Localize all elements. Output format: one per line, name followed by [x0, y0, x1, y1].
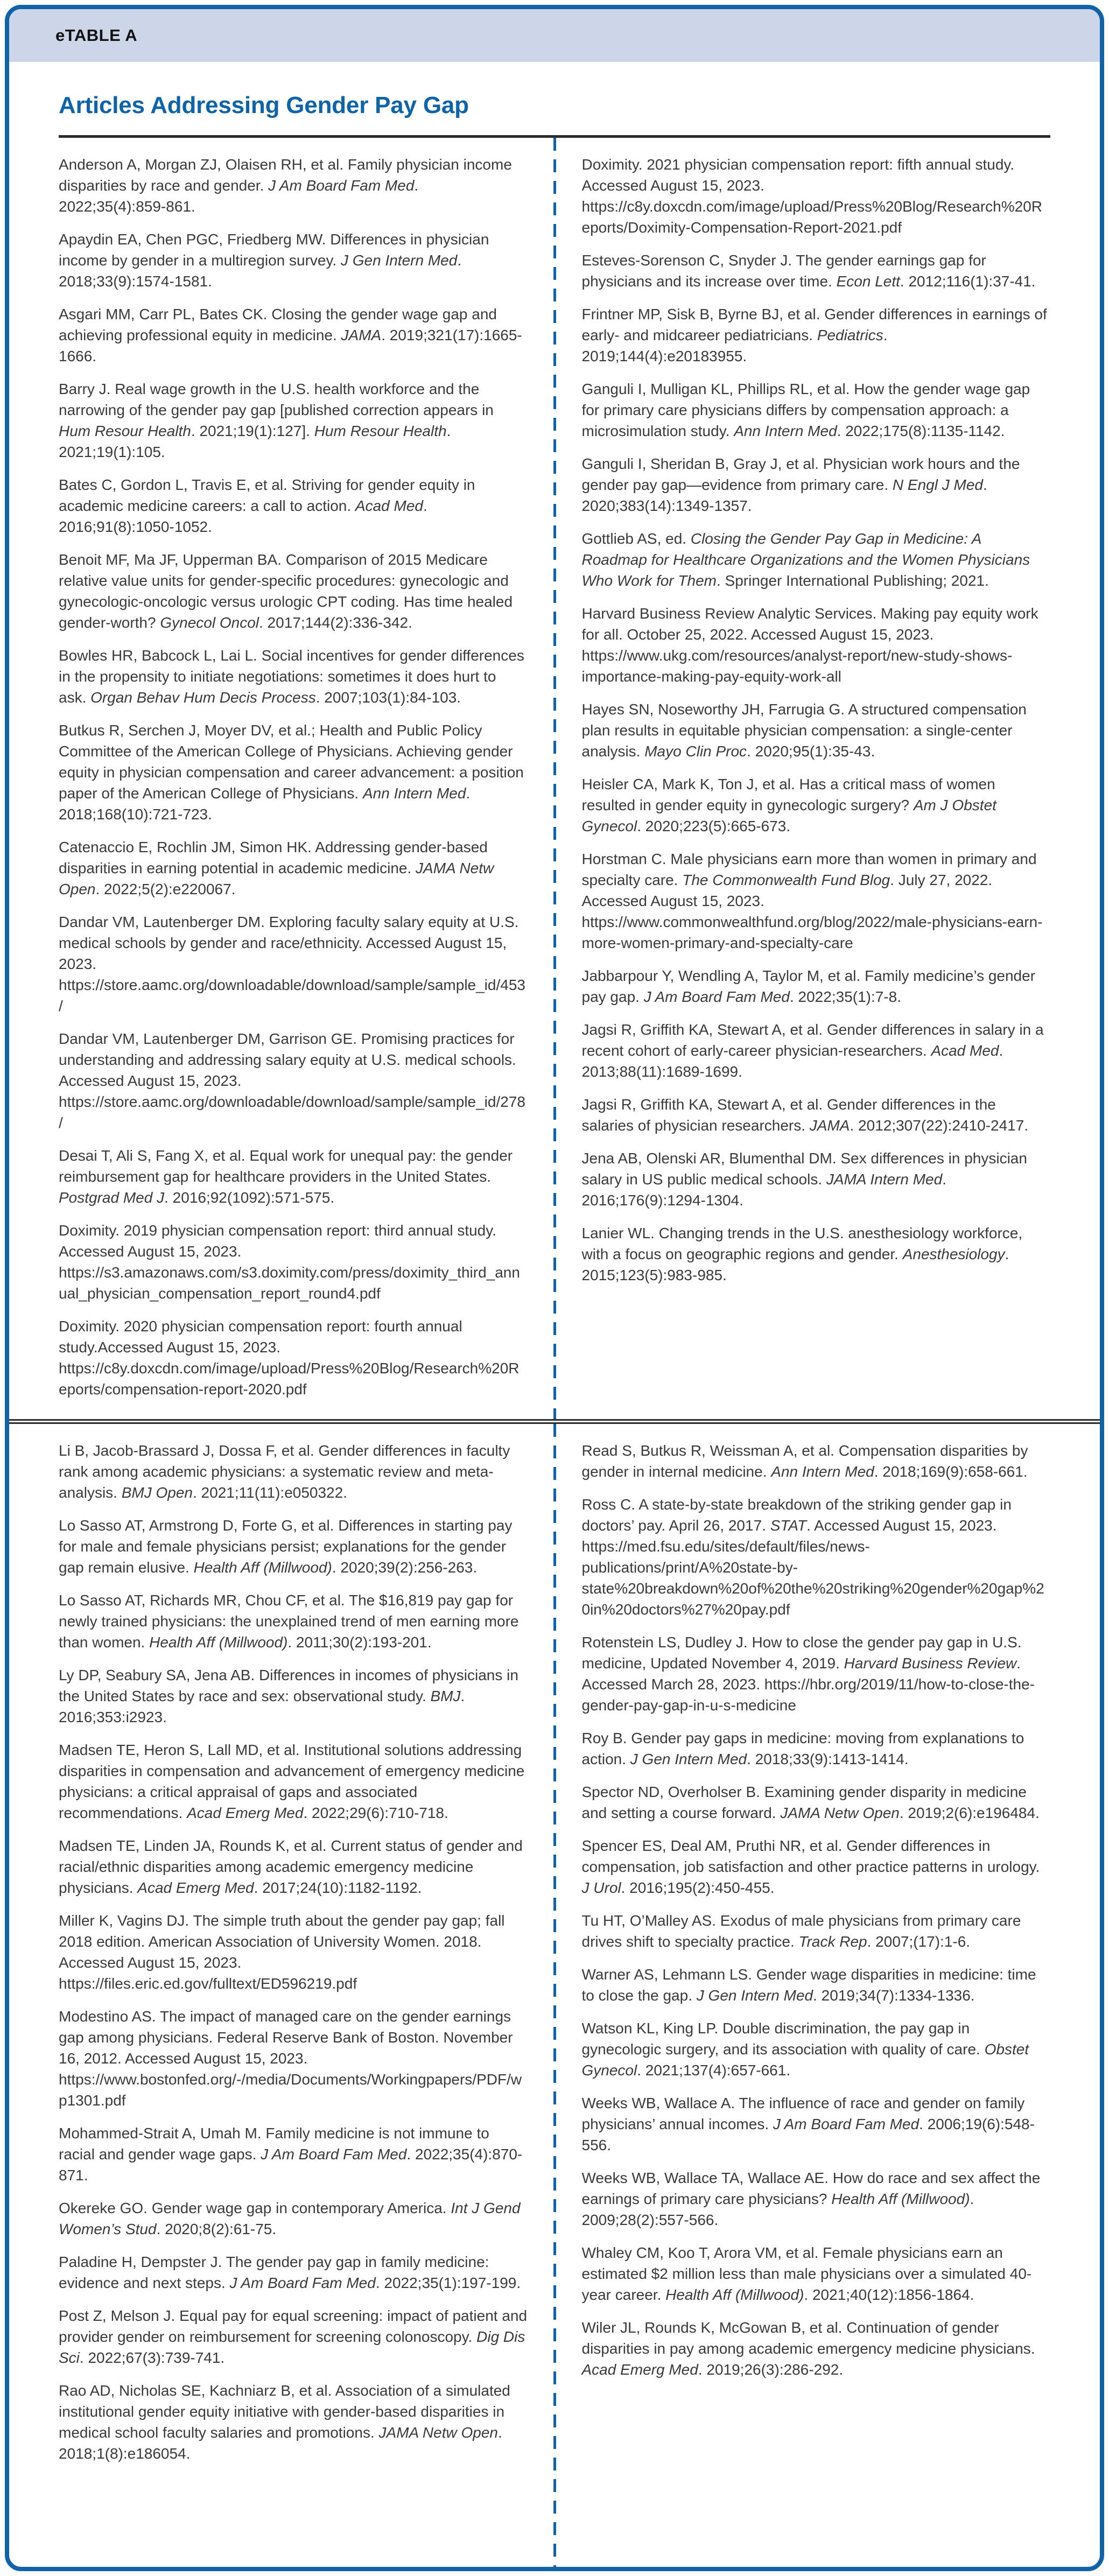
reference-text: . 2016;92(1092):571-575.: [164, 1189, 335, 1206]
reference-text: . 2016;176(9):1294-1304.: [581, 1171, 946, 1209]
reference-text: Jagsi R, Griffith KA, Stewart A, et al. Gender differences in salary in a recent cohort of early-career physician-researchers.: [581, 1021, 1044, 1059]
reference-item: [59, 1665, 528, 1728]
reference-text: . 2019;34(7):1334-1336.: [813, 1987, 975, 2004]
reference-text: Ly DP, Seabury SA, Jena AB. Differences in incomes of physicians in the United States by race and sex: observational study.: [59, 1667, 518, 1704]
etable-document: [5, 5, 1104, 2571]
reference-text: Li B, Jacob-Brassard J, Dossa F, et al. Gender differences in faculty rank among academic physicians: a systematic review and meta-analysis.: [59, 1442, 510, 1501]
reference-text: Madsen TE, Linden JA, Rounds K, et al. Current status of gender and racial/ethnic disparities among academic emergency medicine physicians.: [59, 1837, 523, 1896]
reference-text: Bates C, Gordon L, Travis E, et al. Striving for gender equity in academic medicine careers: a call to action.: [59, 476, 475, 514]
journal-name: J Am Board Fam Med: [773, 2116, 920, 2132]
reference-item: [59, 2006, 528, 2111]
reference-text: Spencer ES, Deal AM, Pruthi NR, et al. Gender differences in compensation, job satisfaction and other practice patterns in urology.: [581, 1837, 1040, 1875]
reference-text: Bowles HR, Babcock L, Lai L. Social incentives for gender differences in the propensity to initiate negotiations: sometimes it does hurt to ask.: [59, 647, 524, 706]
reference-text: Hayes SN, Noseworthy JH, Farrugia G. A structured compensation plan results in equitable physician compensation: a single-center analysis.: [581, 701, 1027, 760]
journal-name: Track Rep: [798, 1933, 867, 1950]
reference-text: Whaley CM, Koo T, Arora VM, et al. Female physicians earn an estimated $2 million less than male physicians over a simulated 40-year career.: [581, 2244, 1032, 2303]
reference-text: . 2013;88(11):1689-1699.: [581, 1042, 1003, 1080]
journal-name: N Engl J Med: [892, 476, 983, 493]
reference-text: . 2022;67(3):739-741.: [79, 2349, 225, 2366]
reference-text: . Accessed August 15, 2023. https://med.fsu.edu/sites/default/files/news-publications/print/A%20state-by-state%20breakdown%20of%20the%20striking%20gender%20gap%20in%20doctors%27%20pay.pdf: [581, 1517, 1044, 1618]
reference-item: [59, 549, 528, 633]
journal-name: JAMA: [809, 1117, 850, 1134]
reference-text: Barry J. Real wage growth in the U.S. health workforce and the narrowing of the gender pay gap [published correction appears in: [59, 381, 494, 418]
reference-text: . Springer International Publishing; 2021.: [716, 572, 989, 589]
reference-text: Ganguli I, Mulligan KL, Phillips RL, et al. How the gender wage gap for primary care physicians differs by compensation approach: a microsimulation study.: [581, 381, 1030, 439]
reference-item: [582, 2242, 1051, 2305]
reference-text: . 2021;19(1):105.: [59, 423, 451, 460]
reference-item: [59, 1145, 528, 1208]
journal-name: Ann Intern Med: [362, 785, 466, 802]
reference-item: [582, 453, 1051, 516]
etable-label: eTABLE A: [55, 26, 138, 45]
journal-name: JAMA: [341, 327, 382, 343]
reference-text: Apaydin EA, Chen PGC, Friedberg MW. Differences in physician income by gender in a multiregion survey.: [59, 231, 489, 269]
reference-section: [9, 1424, 1100, 2567]
reference-item: [59, 1440, 528, 1503]
reference-item: [582, 1019, 1051, 1082]
reference-text: Desai T, Ali S, Fang X, et al. Equal work for unequal pay: the gender reimbursement gap for healthcare providers in the United States.: [59, 1147, 513, 1185]
reference-text: Doximity. 2019 physician compensation report: third annual study. Accessed August 15, 2023. https://s3.amazonaws.com/s3.doximity.com/press/doximity_third_annual_physician_compensation_report_round4.pdf: [59, 1222, 520, 1302]
reference-item: [582, 1440, 1051, 1482]
journal-name: The Commonwealth Fund Blog: [682, 872, 890, 888]
journal-name: J Gen Intern Med: [696, 1987, 813, 2004]
reference-text: . 2012;307(22):2410-2417.: [850, 1117, 1029, 1134]
reference-text: . 2009;28(2):557-566.: [581, 2191, 974, 2228]
reference-item: [582, 774, 1051, 837]
reference-text: . 2007;103(1):84-103.: [315, 689, 461, 706]
journal-name: Health Aff (Millwood): [149, 1634, 288, 1651]
reference-text: Harvard Business Review Analytic Services. Making pay equity work for all. October 25, 2022. Accessed August 15, 2023. https://www.ukg.com/resources/analyst-report/new-study-shows-importance-making-pay-equity-work-all: [581, 605, 1038, 685]
reference-item: [582, 1910, 1051, 1952]
journal-name: J Am Board Fam Med: [261, 2146, 407, 2163]
reference-column: [556, 138, 1051, 1419]
reference-text: . 2020;223(5):665-673.: [637, 818, 791, 834]
reference-item: [59, 2123, 528, 2186]
reference-item: [59, 2305, 528, 2368]
reference-text: . 2022;29(6):710-718.: [303, 1805, 448, 1821]
journal-name: Gynecol Oncol: [160, 614, 259, 631]
journal-name: Dig Dis Sci: [59, 2328, 525, 2366]
reference-text: . 2021;137(4):657-661.: [637, 2062, 791, 2079]
reference-item: [59, 304, 528, 367]
reference-text: . 2021;19(1):127].: [191, 423, 314, 439]
journal-name: BMJ: [430, 1688, 461, 1704]
reference-text: . 2018;168(10):721-723.: [59, 785, 471, 823]
reference-item: [582, 1632, 1051, 1716]
journal-name: Mayo Clin Proc: [644, 743, 747, 760]
journal-name: Pediatrics: [817, 327, 883, 343]
reference-item: [59, 911, 528, 1016]
reference-item: [59, 1590, 528, 1653]
reference-text: . 2019;144(4):e20183955.: [581, 327, 888, 364]
journal-name: JAMA Netw Open: [378, 2424, 498, 2441]
reference-text: Dandar VM, Lautenberger DM. Exploring faculty salary equity at U.S. medical schools by gender and race/ethnicity. Accessed August 15, 2023. https://store.aamc.org/downloadable/download/sample/sample_id/453/: [59, 914, 525, 1014]
reference-text: Okereke GO. Gender wage gap in contemporary America.: [59, 2200, 451, 2216]
reference-text: Esteves-Sorenson C, Snyder J. The gender earnings gap for physicians and its increase over time.: [581, 252, 986, 290]
reference-text: Warner AS, Lehmann LS. Gender wage disparities in medicine: time to close the gap.: [581, 1966, 1036, 2004]
reference-text: . 2022;35(4):870-871.: [59, 2146, 523, 2184]
reference-item: [59, 837, 528, 900]
reference-item: [582, 848, 1051, 953]
reference-text: . 2006;19(6):548-556.: [581, 2116, 1035, 2153]
reference-text: Horstman C. Male physicians earn more than women in primary and specialty care.: [581, 851, 1037, 888]
page-title: Articles Addressing Gender Pay Gap: [59, 92, 469, 118]
journal-name: Hum Resour Health: [59, 423, 191, 439]
reference-text: Paladine H, Dempster J. The gender pay gap in family medicine: evidence and next steps.: [59, 2254, 489, 2291]
reference-text: . 2017;24(10):1182-1192.: [254, 1879, 422, 1896]
reference-item: [59, 474, 528, 537]
reference-text: . 2016;91(8):1050-1052.: [59, 497, 427, 535]
reference-text: Mohammed-Strait A, Umah M. Family medicine is not immune to racial and gender wage gaps.: [59, 2125, 489, 2163]
reference-text: Catenaccio E, Rochlin JM, Simon HK. Addressing gender-based disparities in earning potential in academic medicine.: [59, 839, 488, 876]
reference-text: Heisler CA, Mark K, Ton J, et al. Has a critical mass of women resulted in gender equity in gynecologic surgery?: [581, 776, 995, 813]
reference-text: . 2020;8(2):61-75.: [156, 2221, 277, 2237]
reference-item: [582, 603, 1051, 687]
reference-item: [582, 1223, 1051, 1286]
reference-text: . 2022;175(8):1135-1142.: [837, 423, 1005, 439]
reference-item: [59, 1220, 528, 1304]
reference-item: [59, 229, 528, 292]
reference-text: . 2017;144(2):336-342.: [258, 614, 412, 631]
reference-text: Lanier WL. Changing trends in the U.S. anesthesiology workforce, with a focus on geographic regions and gender.: [581, 1225, 1023, 1262]
title-block: [9, 62, 1100, 138]
reference-item: [582, 250, 1051, 292]
reference-item: [582, 2317, 1051, 2380]
reference-text: Tu HT, O’Malley AS. Exodus of male physicians from primary care drives shift to specialty practice.: [581, 1912, 1021, 1950]
reference-item: [59, 2251, 528, 2293]
journal-name: Harvard Business Review: [844, 1655, 1017, 1672]
journal-name: J Urol: [581, 1879, 621, 1896]
reference-text: Watson KL, King LP. Double discrimination, the pay gap in gynecologic surgery, and its association with quality of care.: [581, 2020, 985, 2058]
reference-item: [59, 645, 528, 708]
reference-item: [59, 1910, 528, 1994]
reference-text: . 2018;169(9):658-661.: [874, 1463, 1028, 1480]
reference-column: [59, 1424, 553, 2567]
etable-header-band: [9, 9, 1100, 62]
journal-name: Closing the Gender Pay Gap in Medicine: A Roadmap for Healthcare Organizations and the Women Physicians Who Work for Them: [581, 530, 1030, 589]
reference-text: Benoit MF, Ma JF, Upperman BA. Comparison of 2015 Medicare relative value units for gender-specific procedures: gynecologic and gynecologic-oncologic versus urologic CPT coding. Has time healed gender-worth?: [59, 551, 513, 631]
journal-name: Ann Intern Med: [771, 1463, 874, 1480]
reference-text: Weeks WB, Wallace TA, Wallace AE. How do race and sex affect the earnings of primary care physicians?: [581, 2170, 1041, 2207]
reference-text: Rotenstein LS, Dudley J. How to close the gender pay gap in U.S. medicine, Updated November 4, 2019.: [581, 1634, 1022, 1672]
journal-name: Health Aff (Millwood): [831, 2191, 970, 2207]
reference-text: . 2015;123(5):983-985.: [581, 1246, 1009, 1283]
journal-name: BMJ Open: [121, 1484, 193, 1501]
reference-text: . 2022;35(4):859-861.: [59, 177, 419, 215]
section-divider-rule: [9, 1419, 1100, 1424]
reference-item: [582, 1148, 1051, 1211]
reference-text: Asgari MM, Carr PL, Bates CK. Closing the gender wage gap and achieving professional equity in medicine.: [59, 306, 497, 343]
reference-item: [59, 2380, 528, 2464]
reference-item: [582, 1781, 1051, 1823]
journal-name: Acad Emerg Med: [187, 1805, 304, 1821]
reference-text: Jena AB, Olenski AR, Blumenthal DM. Sex differences in physician salary in US public medical schools.: [581, 1150, 1027, 1188]
reference-item: [582, 2093, 1051, 2156]
reference-text: Weeks WB, Wallace A. The influence of race and gender on family physicians’ annual incomes.: [581, 2095, 1025, 2132]
journal-name: J Am Board Fam Med: [229, 2275, 376, 2291]
reference-text: . 2012;116(1):37-41.: [900, 273, 1036, 290]
journal-name: Acad Emerg Med: [137, 1879, 254, 1896]
reference-text: Wiler JL, Rounds K, McGowan B, et al. Continuation of gender disparities in pay among academic emergency medicine physicians.: [581, 2319, 1035, 2357]
reference-text: . 2020;383(14):1349-1357.: [581, 476, 987, 514]
reference-column: [59, 138, 553, 1419]
reference-text: Jagsi R, Griffith KA, Stewart A, et al. Gender differences in the salaries of physician researchers.: [581, 1096, 996, 1134]
journal-name: Hum Resour Health: [314, 423, 447, 439]
reference-item: [582, 1964, 1051, 2006]
reference-text: Doximity. 2020 physician compensation report: fourth annual study.Accessed August 15, 2023. https://c8y.doxcdn.com/image/upload/Press%20Blog/Research%20Reports/compensation-report-2020.pdf: [59, 1318, 520, 1398]
reference-text: Anderson A, Morgan ZJ, Olaisen RH, et al. Family physician income disparities by race and gender.: [59, 156, 512, 194]
reference-text: . 2022;5(2):e220067.: [95, 881, 236, 897]
reference-column: [556, 1424, 1051, 2567]
reference-text: . 2020;39(2):256-263.: [332, 1559, 478, 1576]
reference-section: [9, 138, 1100, 1419]
reference-item: [59, 154, 528, 217]
reference-text: Post Z, Melson J. Equal pay for equal screening: impact of patient and provider gender on reimbursement for screening colonoscopy.: [59, 2307, 528, 2345]
reference-item: [582, 378, 1051, 441]
reference-text: Gottlieb AS, ed.: [581, 530, 691, 547]
reference-text: . 2018;33(9):1574-1581.: [59, 252, 462, 290]
reference-text: . 2021;11(11):e050322.: [193, 1484, 347, 1501]
reference-text: Rao AD, Nicholas SE, Kachniarz B, et al. Association of a simulated institutional gender equity initiative with gender-based disparities in medical school faculty salaries and promotions.: [59, 2382, 510, 2441]
reference-text: Read S, Butkus R, Weissman A, et al. Compensation disparities by gender in internal medicine.: [581, 1442, 1028, 1480]
journal-name: Health Aff (Millwood): [193, 1559, 332, 1576]
journal-name: Am J Obstet Gynecol: [581, 797, 996, 834]
reference-text: Lo Sasso AT, Armstrong D, Forte G, et al. Differences in starting pay for male and female physicians persist; explanations for the gender gap remain elusive.: [59, 1517, 513, 1576]
reference-item: [582, 1094, 1051, 1136]
reference-item: [582, 1494, 1051, 1620]
reference-item: [59, 720, 528, 825]
journal-name: Acad Emerg Med: [581, 2361, 698, 2378]
reference-text: . 2019;321(17):1665-1666.: [59, 327, 522, 364]
reference-text: Madsen TE, Heron S, Lall MD, et al. Institutional solutions addressing disparities in compensation and advancement of emergency medicine physicians: a critical appraisal of gaps and associated recommendations.: [59, 1742, 525, 1821]
journal-name: JAMA Intern Med: [826, 1171, 943, 1188]
reference-text: Lo Sasso AT, Richards MR, Chou CF, et al. The $16,819 pay gap for newly trained physicians: the unexplained trend of men earning more than women.: [59, 1592, 519, 1651]
reference-text: . 2020;95(1):35-43.: [747, 743, 875, 760]
reference-item: [59, 378, 528, 462]
reference-text: . 2018;1(8):e186054.: [59, 2424, 502, 2462]
reference-text: . 2016;195(2):450-455.: [621, 1879, 775, 1896]
reference-text: . 2022;35(1):7-8.: [789, 988, 901, 1005]
reference-text: Butkus R, Serchen J, Moyer DV, et al.; Health and Public Policy Committee of the American College of Physicians. Achieving gender equity in physician compensation and career advancement: a position paper of the American College of Physicians.: [59, 722, 524, 802]
reference-text: Roy B. Gender pay gaps in medicine: moving from explanations to action.: [581, 1730, 1024, 1767]
journal-name: Ann Intern Med: [734, 423, 837, 439]
reference-item: [582, 154, 1051, 238]
reference-text: . 2022;35(1):197-199.: [375, 2275, 521, 2291]
reference-item: [582, 965, 1051, 1007]
reference-text: Miller K, Vagins DJ. The simple truth about the gender pay gap; fall 2018 edition. American Association of University Women. 2018. Accessed August 15, 2023. https://files.eric.ed.gov/fulltext/ED596219.pdf: [59, 1912, 505, 1992]
journal-name: JAMA Netw Open: [780, 1805, 900, 1821]
reference-text: . Accessed March 28, 2023. https://hbr.org/2019/11/how-to-close-the-gender-pay-gap-in-u-s-medicine: [581, 1655, 1035, 1714]
reference-item: [582, 304, 1051, 367]
reference-sections: [9, 138, 1100, 2567]
reference-text: Doximity. 2021 physician compensation report: fifth annual study. Accessed August 15, 2023. https://c8y.doxcdn.com/image/upload/Press%20Blog/Research%20Reports/Doximity-Compensation-Report-2021.pdf: [581, 156, 1042, 236]
journal-name: Health Aff (Millwood): [665, 2286, 804, 2303]
journal-name: J Am Board Fam Med: [643, 988, 790, 1005]
reference-text: Jabbarpour Y, Wendling A, Taylor M, et al. Family medicine’s gender pay gap.: [581, 967, 1036, 1005]
reference-text: . 2011;30(2):193-201.: [287, 1634, 432, 1651]
journal-name: STAT: [770, 1517, 807, 1534]
journal-name: Postgrad Med J: [59, 1189, 165, 1206]
reference-text: . 2019;2(6):e196484.: [899, 1805, 1040, 1821]
journal-name: Anesthesiology: [902, 1246, 1005, 1262]
reference-text: . 2019;26(3):286-292.: [698, 2361, 844, 2378]
reference-text: . 2021;40(12):1856-1864.: [804, 2286, 974, 2303]
reference-item: [59, 1028, 528, 1133]
reference-item: [59, 1835, 528, 1898]
reference-text: Spector ND, Overholser B. Examining gender disparity in medicine and setting a course forward.: [581, 1784, 1027, 1821]
reference-text: . 2016;353:i2923.: [59, 1688, 465, 1725]
journal-name: Acad Med: [931, 1042, 999, 1059]
reference-text: Dandar VM, Lautenberger DM, Garrison GE. Promising practices for understanding and addressing salary equity at U.S. medical schools. Accessed August 15, 2023. https://store.aamc.org/downloadable/download/sample/sample_id/278/: [59, 1030, 525, 1131]
reference-text: . 2007;(17):1-6.: [867, 1933, 971, 1950]
reference-item: [582, 1835, 1051, 1898]
reference-item: [59, 2198, 528, 2240]
journal-name: J Am Board Fam Med: [268, 177, 415, 194]
reference-item: [582, 528, 1051, 591]
journal-name: Int J Gend Women’s Stud: [59, 2200, 521, 2237]
journal-name: JAMA Netw Open: [59, 860, 494, 897]
reference-text: Modestino AS. The impact of managed care on the gender earnings gap among physicians. Federal Reserve Bank of Boston. November 16, 2012. Accessed August 15, 2023. https://www.bostonfed.org/-/media/Documents/Workingpapers/PDF/wp1301.pdf: [59, 2008, 522, 2109]
reference-item: [582, 699, 1051, 762]
reference-text: Ross C. A state-by-state breakdown of the striking gender gap in doctors’ pay. April 26, 2017.: [581, 1496, 1012, 1534]
reference-text: . July 27, 2022. Accessed August 15, 2023. https://www.commonwealthfund.org/blog/2022/male-physicians-earn-more-women-primary-and-specialty-care: [581, 872, 1043, 951]
journal-name: Organ Behav Hum Decis Process: [90, 689, 316, 706]
reference-item: [59, 1316, 528, 1400]
journal-name: Econ Lett: [836, 273, 900, 290]
journal-name: J Gen Intern Med: [340, 252, 458, 269]
reference-item: [59, 1515, 528, 1578]
journal-name: J Gen Intern Med: [630, 1751, 747, 1767]
reference-text: Frintner MP, Sisk B, Byrne BJ, et al. Gender differences in earnings of early- and midcareer pediatricians.: [581, 306, 1047, 343]
reference-item: [582, 1728, 1051, 1770]
reference-text: Ganguli I, Sheridan B, Gray J, et al. Physician work hours and the gender pay gap—evidence from primary care.: [581, 455, 1020, 493]
reference-item: [582, 2167, 1051, 2230]
journal-name: Acad Med: [355, 497, 423, 514]
reference-item: [59, 1739, 528, 1823]
reference-item: [582, 2018, 1051, 2081]
reference-text: . 2018;33(9):1413-1414.: [747, 1751, 909, 1767]
journal-name: Obstet Gynecol: [581, 2041, 1029, 2079]
